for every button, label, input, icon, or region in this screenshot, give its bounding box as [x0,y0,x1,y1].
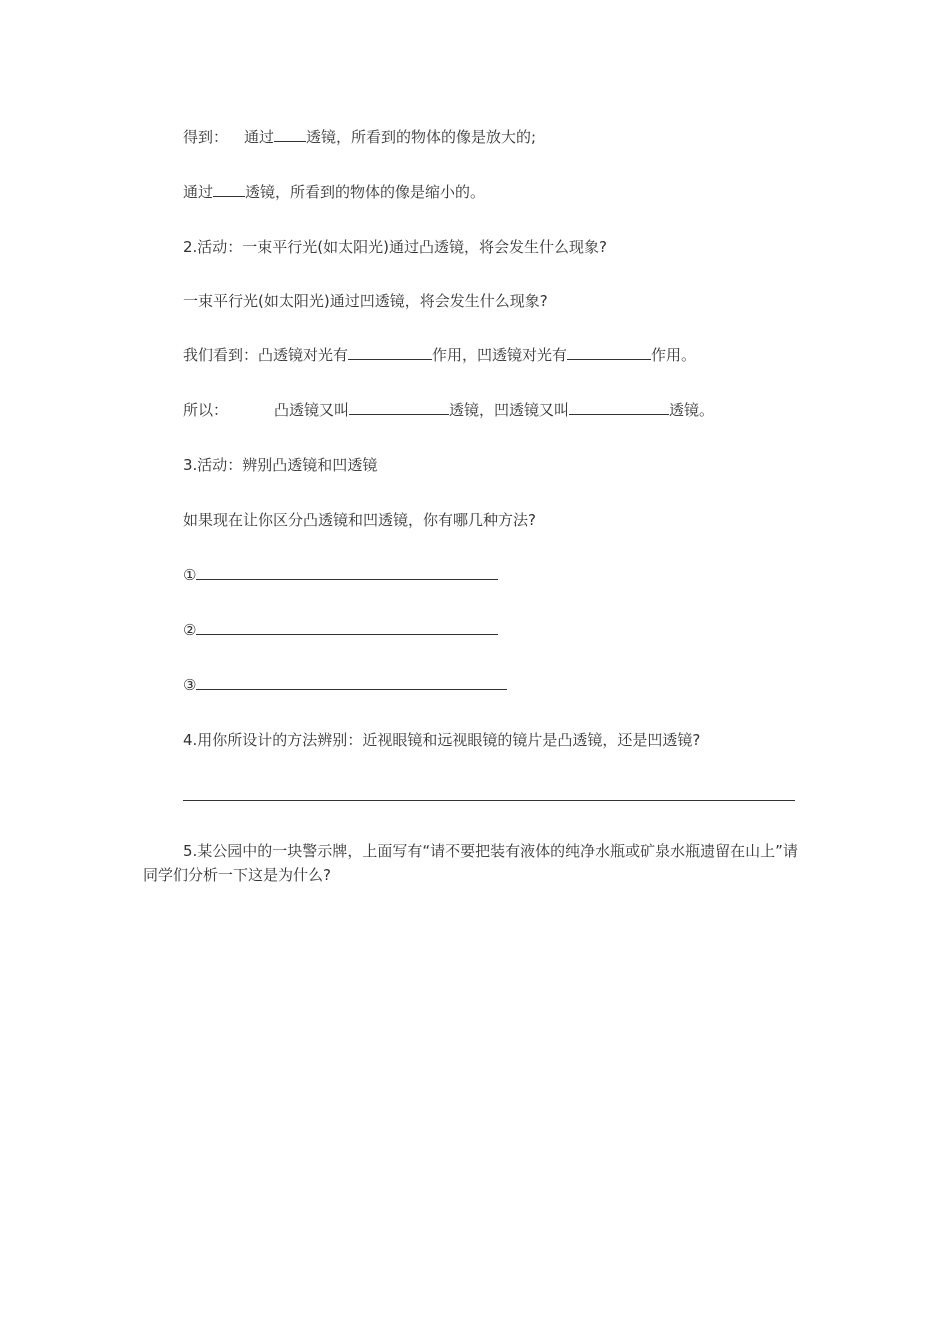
q1-blank-2[interactable] [213,182,245,197]
q3-method-3 [183,675,507,695]
q3-marker-1: ① [183,566,197,584]
q5-text: 5.某公园中的一块警示牌，上面写有“请不要把装有液体的纯净水瓶或矿泉水瓶遗留在山上”请同学们分析一下这是为什么? [143,842,798,884]
q3-blank-method-1[interactable] [196,565,498,580]
q1-line-1 [183,127,536,147]
q2-observe-text: 我们看到：凸透镜对光有 [183,346,349,364]
q3-method-2 [183,620,498,640]
q1-blank-1[interactable] [274,127,306,142]
q3-blank-method-3[interactable] [196,675,507,690]
q4-title [183,730,700,750]
q2-concave-question: 一束平行光(如太阳光)通过凹透镜，将会发生什么现象? [183,292,548,310]
q3-question-text: 如果现在让你区分凸透镜和凹透镜，你有哪几种方法? [183,511,536,529]
q2-line-3 [183,345,696,365]
q2-blank-concave-effect[interactable] [567,345,651,360]
q2-so-label: 所以： [183,401,229,419]
q2-title-text: 2.活动：一束平行光(如太阳光)通过凸透镜，将会发生什么现象? [183,238,607,256]
q5-paragraph [143,839,808,887]
q3-question [183,510,536,530]
q2-blank-convex-name[interactable] [349,400,449,415]
q4-answer-blank[interactable] [183,800,795,801]
q3-marker-2: ② [183,621,197,639]
q4-title-text: 4.用你所设计的方法辨别：近视眼镜和远视眼镜的镜片是凸透镜，还是凹透镜? [183,731,701,749]
q1-line-2 [183,182,485,202]
q3-method-1 [183,565,498,585]
q1-text-reduced: 透镜，所看到的物体的像是缩小的。 [245,183,486,201]
q1-text-through-2: 通过 [183,183,214,201]
q2-effect-text: 作用，凹透镜对光有 [432,346,568,364]
q2-line-4 [183,400,714,420]
q3-marker-3: ③ [183,676,197,694]
q1-text-through: 通过 [244,128,275,146]
q2-title [183,237,607,257]
q3-blank-method-2[interactable] [196,620,498,635]
q2-line-2 [183,291,548,311]
q2-blank-convex-effect[interactable] [348,345,432,360]
q2-convex-also: 凸透镜又叫 [274,401,350,419]
q2-effect-end: 作用。 [651,346,697,364]
q2-lens-end: 透镜。 [669,401,715,419]
q3-title [183,455,377,475]
q3-title-text: 3.活动：辨别凸透镜和凹透镜 [183,456,378,474]
q1-text-enlarged: 透镜，所看到的物体的像是放大的; [306,128,537,146]
q2-blank-concave-name[interactable] [569,400,669,415]
q1-label-result: 得到： [183,128,229,146]
q2-concave-also: 透镜，凹透镜又叫 [449,401,570,419]
